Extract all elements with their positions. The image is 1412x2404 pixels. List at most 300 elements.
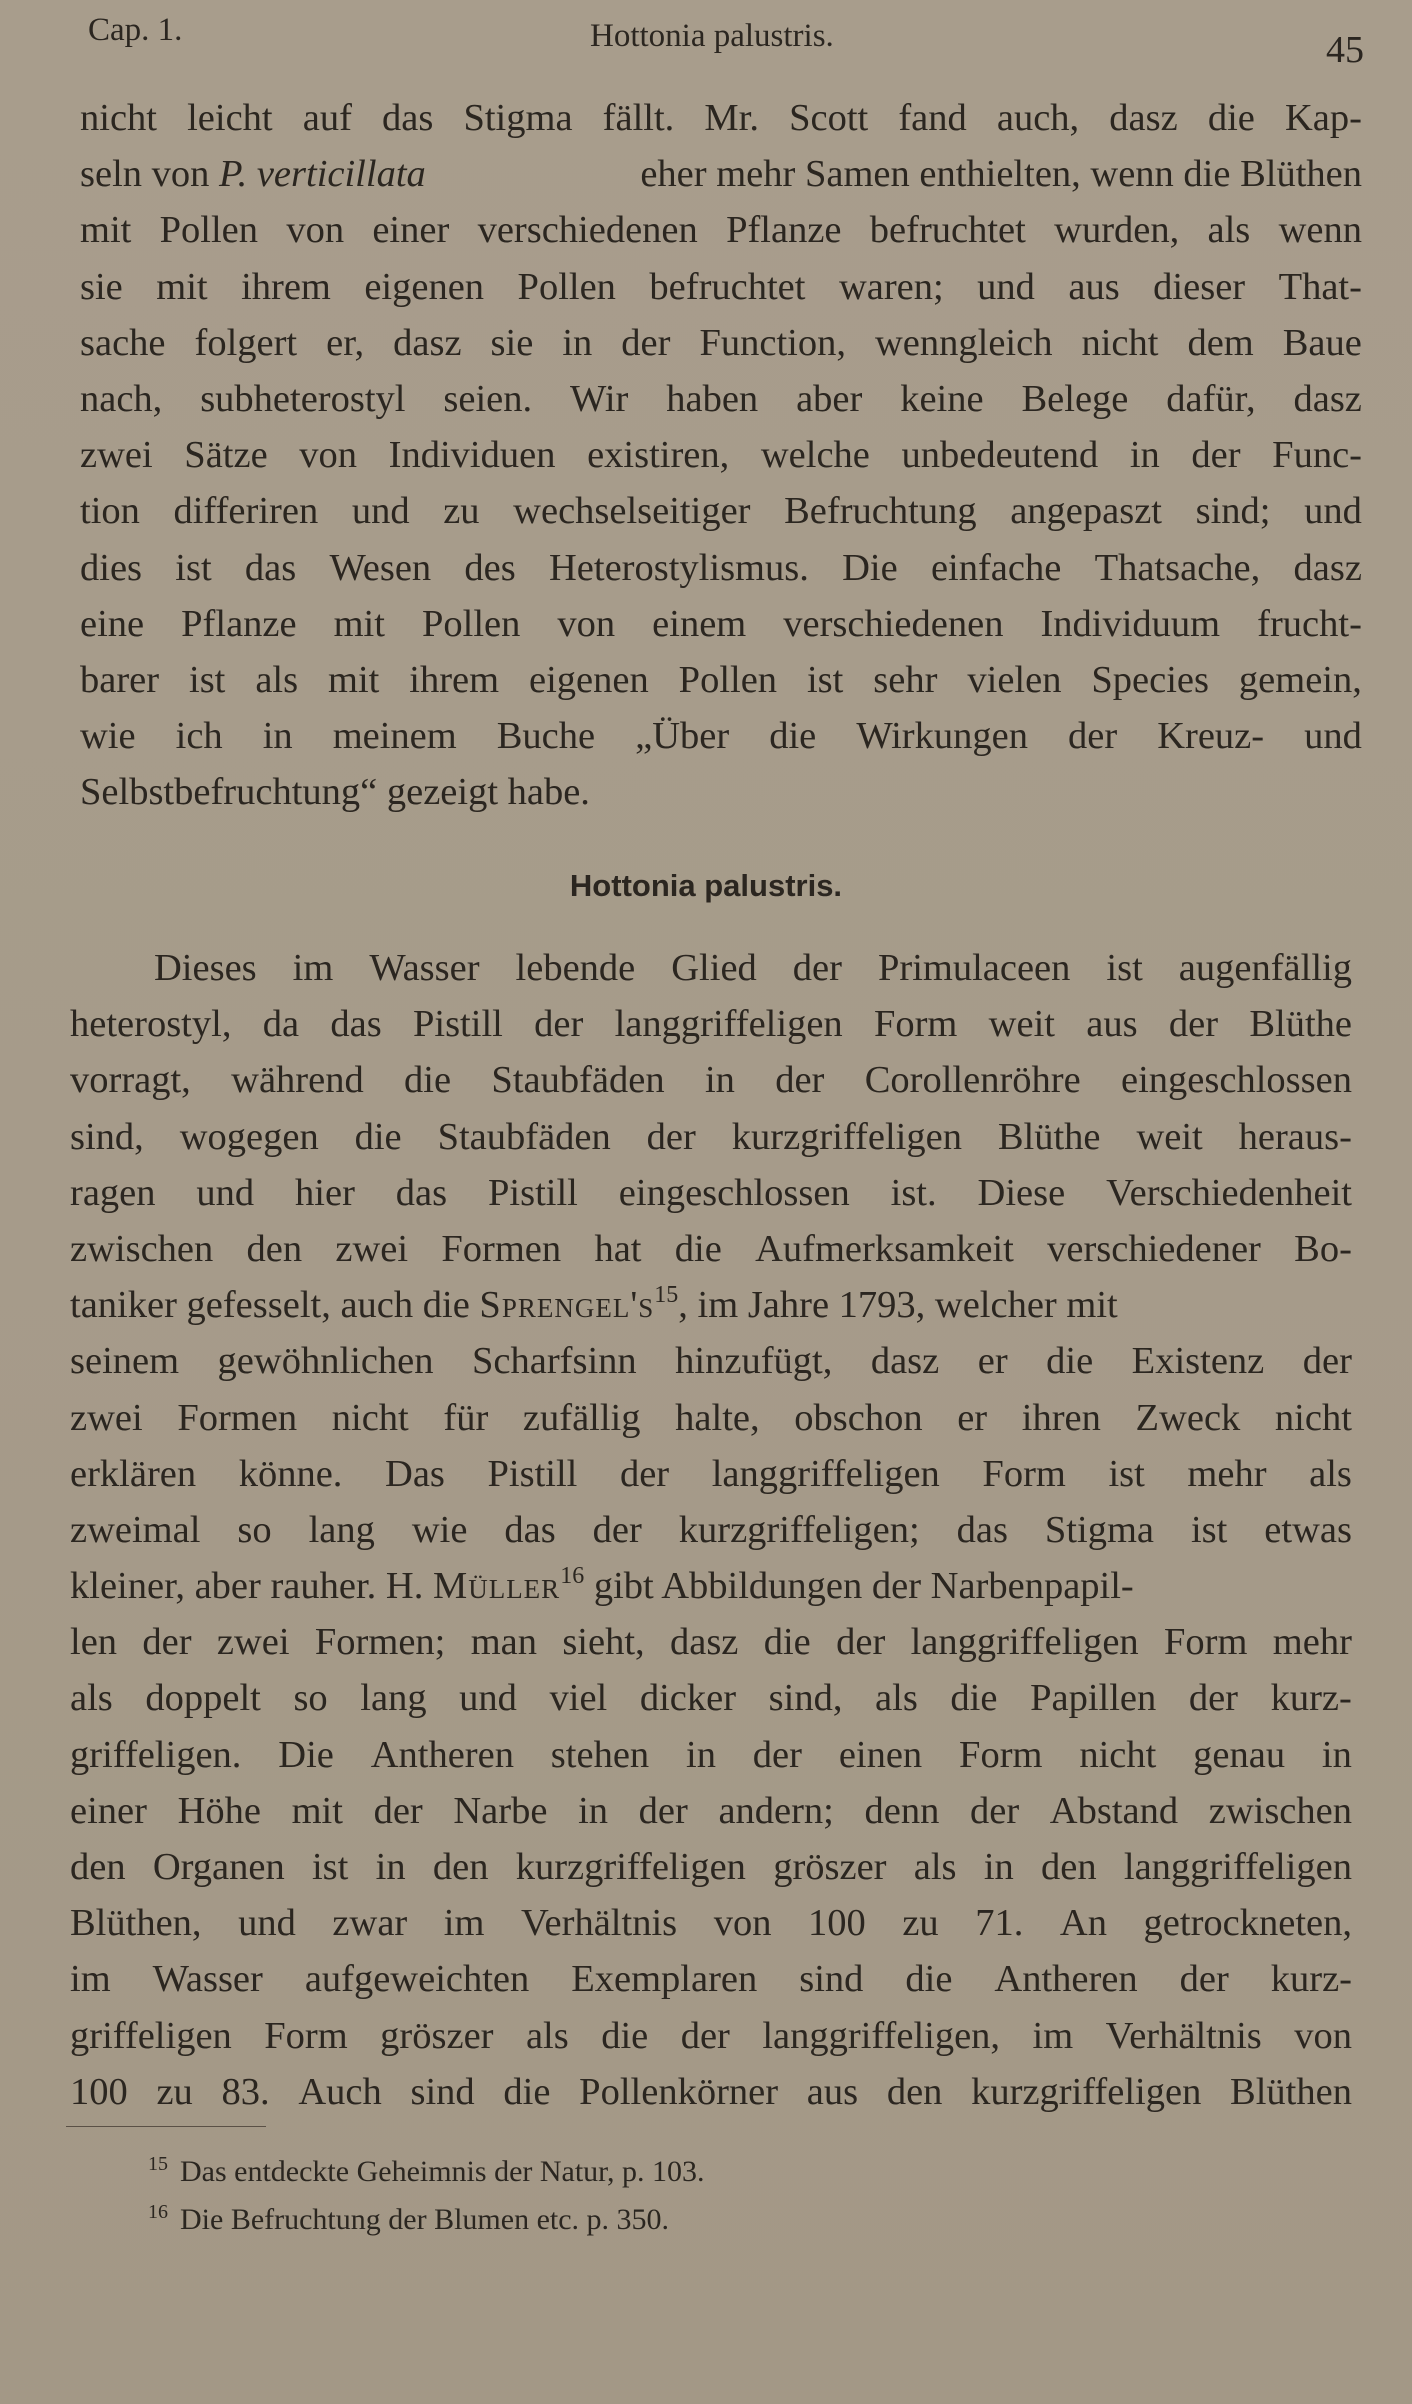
word: gewöhnlichen [217,1340,434,1383]
footnote-16 [148,2196,704,2244]
word: augenfällig [1178,947,1352,989]
word: von [557,602,616,645]
word: zwei [335,1227,409,1270]
word: der [638,1789,688,1832]
word: ihrem [241,265,331,308]
text-line [80,202,1362,258]
word: leicht [187,97,273,139]
word: Pollen [678,658,778,701]
word: denn [864,1789,940,1832]
word: Formen; [314,1621,446,1664]
word: zweimal [70,1508,201,1551]
word: mit [333,602,385,645]
word: sind [410,2070,475,2113]
word: und [196,1171,255,1214]
footnote-15 [148,2148,704,2196]
word: Abstand [1049,1789,1179,1832]
paragraph-2 [70,940,1352,2120]
author-name: Müller [432,1565,561,1608]
text-line [70,1951,1352,2007]
word: dem [1187,321,1254,364]
word: von [713,1902,772,1945]
chapter-label: Cap. 1. [88,12,183,48]
word: der [646,1115,696,1158]
word: Staubfäden [437,1115,611,1158]
word: welche [760,434,870,477]
word: 83. [221,2070,270,2113]
word: folgert [194,321,298,364]
text-line [70,1895,1352,1951]
word: sieht, [562,1621,645,1664]
word: kurz- [1270,1677,1352,1720]
word: als [1309,1452,1352,1495]
word: Exemplaren [571,1958,758,2001]
word: stehen [550,1733,650,1776]
word: des [464,546,516,589]
text-line [70,1446,1352,1502]
word: That- [1278,265,1362,308]
word: den [886,2070,943,2113]
word: Blüthen, [70,1902,202,1945]
footnote-ref-15[interactable]: 15 [654,1282,679,1309]
word: mit [80,209,132,252]
word: aus [1068,265,1120,308]
word: der [619,1452,670,1495]
word: der [775,1059,825,1102]
word: meinem [332,715,457,758]
word: Individuen [388,434,556,477]
word: von [299,434,358,477]
word: Die [842,546,898,589]
word: das [956,1508,1008,1551]
word: im [1032,2014,1074,2057]
word: Mr. [704,97,759,139]
word: zu [156,2070,193,2113]
word: keine [900,377,984,420]
section-heading: Hottonia palustris. [569,868,843,903]
word: sind; [1195,490,1271,533]
word: die [601,2014,649,2057]
word: sind [799,1958,864,2001]
word: Formen [177,1396,298,1439]
word: ist [311,1846,349,1888]
word: Baue [1282,321,1362,364]
word: verschiedenen [477,209,698,252]
text-line [80,708,1362,764]
word: lang [360,1677,427,1720]
word: erklären [70,1452,197,1495]
footnotes [148,2148,704,2244]
word: zufällig [522,1396,641,1439]
page-number: 45 [1326,29,1364,71]
word: Kreuz- [1157,715,1265,758]
text-line [80,427,1362,483]
word: wenngleich [874,321,1053,364]
text-segment: kleiner, aber rauher. H. Müller$^{16}$ gibt Abbildungen der Narbenpapil- [70,1563,1134,1608]
text-line [70,1670,1352,1726]
word: er [977,1340,1008,1383]
word: der [373,1789,423,1832]
word: der [1068,715,1118,758]
word: obschon [794,1396,923,1439]
word: und [351,490,410,533]
word: langgriffeligen [1123,1846,1352,1888]
word: seinem [70,1340,180,1383]
word: zwei [216,1621,290,1664]
word: einem [652,602,747,645]
word: nicht [1081,321,1159,364]
word: die [763,1621,811,1664]
word: Form [264,2014,348,2057]
word: 100 [70,2070,128,2113]
word: in [375,1846,406,1888]
text-line [70,1614,1352,1670]
word: Kap- [1284,97,1362,139]
word: befruchtet [869,209,1026,252]
word: dasz [1293,546,1362,589]
word: den [246,1227,303,1270]
word: Dieses [154,947,257,989]
word: ist [175,546,212,589]
word: mehr [1187,1452,1267,1495]
word: haben [666,377,759,420]
word: Auch [298,2070,382,2113]
word: die [674,1227,722,1270]
word: dasz [669,1621,739,1664]
species-name: P. verticillata [219,153,426,196]
word: unbedeutend [901,434,1099,477]
text-line [70,2064,1352,2120]
word: den [70,1846,126,1888]
word: dasz [1109,97,1178,139]
word: das [244,546,297,589]
word: zwei [80,434,153,477]
word: gröszer [380,2014,494,2057]
word: subheterostyl [200,377,406,420]
word: Form [982,1452,1066,1495]
text-line [70,1165,1352,1221]
word: man [470,1621,537,1664]
word: nach, [80,377,163,420]
word: zwar [332,1902,408,1945]
word: Form [873,1003,958,1046]
word: sache [80,321,166,364]
text-line [80,315,1362,371]
word: kurzgriffeligen [515,1846,746,1888]
text-line [70,1277,1352,1333]
word: als [255,658,299,701]
word: Wasser [152,1958,263,2001]
word: der [534,1003,584,1046]
word: ist. [890,1171,937,1214]
word: Scott [789,97,869,139]
word: der [680,2014,730,2057]
word: der [1179,1958,1229,2001]
word: An [1059,1902,1107,1945]
word: Diese [977,1171,1066,1214]
text-line [80,259,1362,315]
word: viel [549,1677,608,1720]
footnote-text: Die Befruchtung der Blumen etc. p. 350. [180,2203,670,2236]
text-line [70,1221,1352,1277]
word: sind, [70,1115,144,1158]
word: heterostyl, [70,1003,232,1046]
word: Staubfäden [491,1059,665,1102]
word: Corollenröhre [864,1059,1081,1102]
word: Wirkungen [856,715,1028,758]
word: Bo- [1294,1227,1352,1270]
word: Wasser [369,947,480,989]
word: len [70,1621,118,1664]
word: dafür, [1166,377,1256,420]
word: Stigma [1044,1508,1154,1551]
word: Form [1164,1621,1248,1664]
text-line [70,1502,1352,1558]
word: der [1168,1003,1219,1046]
word: in [983,1846,1014,1888]
text-line [70,996,1352,1052]
word: Pistill [412,1003,503,1046]
word: den [1041,1846,1097,1888]
word: Befruchtung [784,490,977,533]
word: wechselseitiger [513,490,751,533]
word: kurzgriffeligen [971,2070,1202,2113]
word: Pistill [487,1452,578,1495]
word: auch, [996,97,1080,139]
text-line [80,540,1362,596]
word: das [395,1171,448,1214]
word: von [286,209,345,252]
word: ist [806,658,844,701]
word: und [1304,490,1362,533]
word: Das [385,1452,445,1495]
word: langgriffeligen [910,1621,1139,1664]
word: Pflanze [726,209,842,252]
word: das [330,1003,382,1046]
word: so [237,1508,272,1551]
word: im [443,1902,485,1945]
word: er [957,1396,988,1439]
word: langgriffeligen, [762,2014,1001,2057]
word: könne. [238,1452,343,1495]
word: griffeligen. [70,1733,242,1776]
word: zwei [70,1396,143,1439]
word: Species [1091,658,1209,701]
word: Wir [570,377,629,420]
word: Antheren [994,1958,1138,2001]
word: vorragt, [70,1059,191,1102]
word: die [503,2070,551,2113]
word: fällt. [602,97,675,139]
word: wie [80,715,136,758]
word: frucht- [1257,602,1362,645]
word: hat [594,1227,642,1270]
word: befruchtet [649,265,806,308]
word: in [686,1733,716,1776]
word: im [292,947,334,989]
word: sie [490,321,534,364]
word: nicht [331,1396,409,1439]
word: für [443,1396,489,1439]
word: der [969,1789,1020,1832]
word: die [905,1958,953,2001]
word: auf [302,97,352,139]
text-line [70,1839,1352,1895]
word: Organen [152,1846,285,1888]
word: sind, [768,1677,843,1720]
word: in [1321,1733,1352,1776]
word: eigenen [529,658,649,701]
word: andern; [718,1789,834,1832]
word: Verhältnis [1105,2014,1262,2057]
word: wenn [1278,209,1362,252]
word: Sätze [184,434,268,477]
word: er, [326,321,365,364]
word: Stigma [463,97,573,139]
word: 71. [975,1902,1024,1945]
word: doppelt [145,1677,261,1720]
word: kurz- [1270,1958,1352,2001]
word: der [592,1508,642,1551]
word: Papillen [1030,1677,1157,1720]
word: Buche [496,715,596,758]
word: mit [156,265,208,308]
word: einer [70,1789,147,1832]
word: Die [278,1733,334,1776]
word: Verschiedenheit [1106,1171,1352,1214]
word: Existenz [1131,1340,1265,1383]
word: dieser [1153,265,1246,308]
word: ihren [1021,1396,1101,1439]
word: fand [898,97,967,139]
word: genau [1193,1733,1286,1776]
word: nicht [80,97,157,139]
word: Blüthen [1230,2070,1352,2113]
word: angepaszt [1010,490,1162,533]
word: hinzufügt, [675,1340,833,1383]
text-line: Selbstbefruchtung“ gezeigt habe. [80,771,590,814]
word: im [70,1958,111,2001]
word: griffeligen [70,2014,232,2057]
word: Aufmerksamkeit [755,1227,1014,1270]
text-line [70,1727,1352,1783]
word: als [70,1677,113,1720]
word: „Über [635,715,730,758]
word: waren; [838,265,944,308]
word: einer [372,209,450,252]
word: dies [80,546,143,589]
word: langgriffeligen [711,1452,940,1495]
word: verschiedenen [783,602,1004,645]
word: wie [411,1508,468,1551]
word: Blüthe [1249,1003,1352,1046]
text-line [70,2008,1352,2064]
word: ihrem [409,658,500,701]
word: eingeschlossen [618,1171,850,1214]
word: in [578,1789,609,1832]
paragraph-1 [80,90,1362,820]
word: verschiedener [1047,1227,1261,1270]
footnote-ref-16[interactable]: 16 [560,1563,585,1590]
word: Scharfsinn [472,1340,637,1383]
word: während [231,1059,364,1102]
word: eigenen [364,265,485,308]
text-line [70,940,1352,996]
word: etwas [1264,1508,1352,1551]
word: Primulaceen [877,947,1071,989]
text-line [70,1783,1352,1839]
word: Individuum [1040,602,1221,645]
word: die [404,1059,452,1102]
word: gröszer [773,1846,887,1888]
word: ist [1108,1452,1145,1495]
word: nicht [1079,1733,1157,1776]
text-line [80,483,1362,539]
word: Narbe [453,1789,548,1832]
word: heraus- [1238,1115,1352,1158]
word: Höhe [177,1789,261,1832]
word: wurden, [1054,209,1180,252]
word: zu [443,490,480,533]
word: dasz [393,321,462,364]
word: da [262,1003,300,1046]
word: Wesen [329,546,432,589]
word: aufgeweichten [304,1958,530,2001]
word: und [459,1677,517,1720]
word: in [262,715,293,758]
word: tion [80,490,140,533]
word: Pistill [488,1171,578,1214]
word: Verhältnis [521,1902,678,1945]
word: nicht [1274,1396,1352,1439]
word: als [525,2014,569,2057]
word: dicker [639,1677,737,1720]
word: gemein, [1238,658,1362,701]
word: Pollen [517,265,616,308]
word: in [704,1059,735,1102]
text-line [80,371,1362,427]
footnote-divider [66,2126,266,2127]
word: ragen [70,1171,156,1214]
word: als [875,1677,918,1720]
word: die [354,1115,402,1158]
word: der [836,1621,886,1664]
word: das [504,1508,556,1551]
word: sie [80,265,123,308]
word: ist [1106,947,1143,989]
word: der [142,1621,192,1664]
text-line [80,146,1362,202]
word: weit [1136,1115,1203,1158]
word: das [382,97,434,139]
word: mit [328,658,380,701]
word: mehr [1272,1621,1352,1664]
word: so [293,1677,328,1720]
text-segment: eher mehr Samen enthielten, wenn die Blüthen [640,153,1362,196]
word: zu [902,1902,939,1945]
word: aber [796,377,863,420]
text-line [70,1052,1352,1108]
word: Pollenkörner [579,2070,779,2113]
text-line [80,90,1362,146]
word: zwischen [1208,1789,1352,1832]
word: Pflanze [181,602,297,645]
word: Formen [441,1227,562,1270]
word: Heterostylismus. [549,546,809,589]
word: barer [80,658,160,701]
text-line [70,1390,1352,1446]
word: Antheren [370,1733,514,1776]
